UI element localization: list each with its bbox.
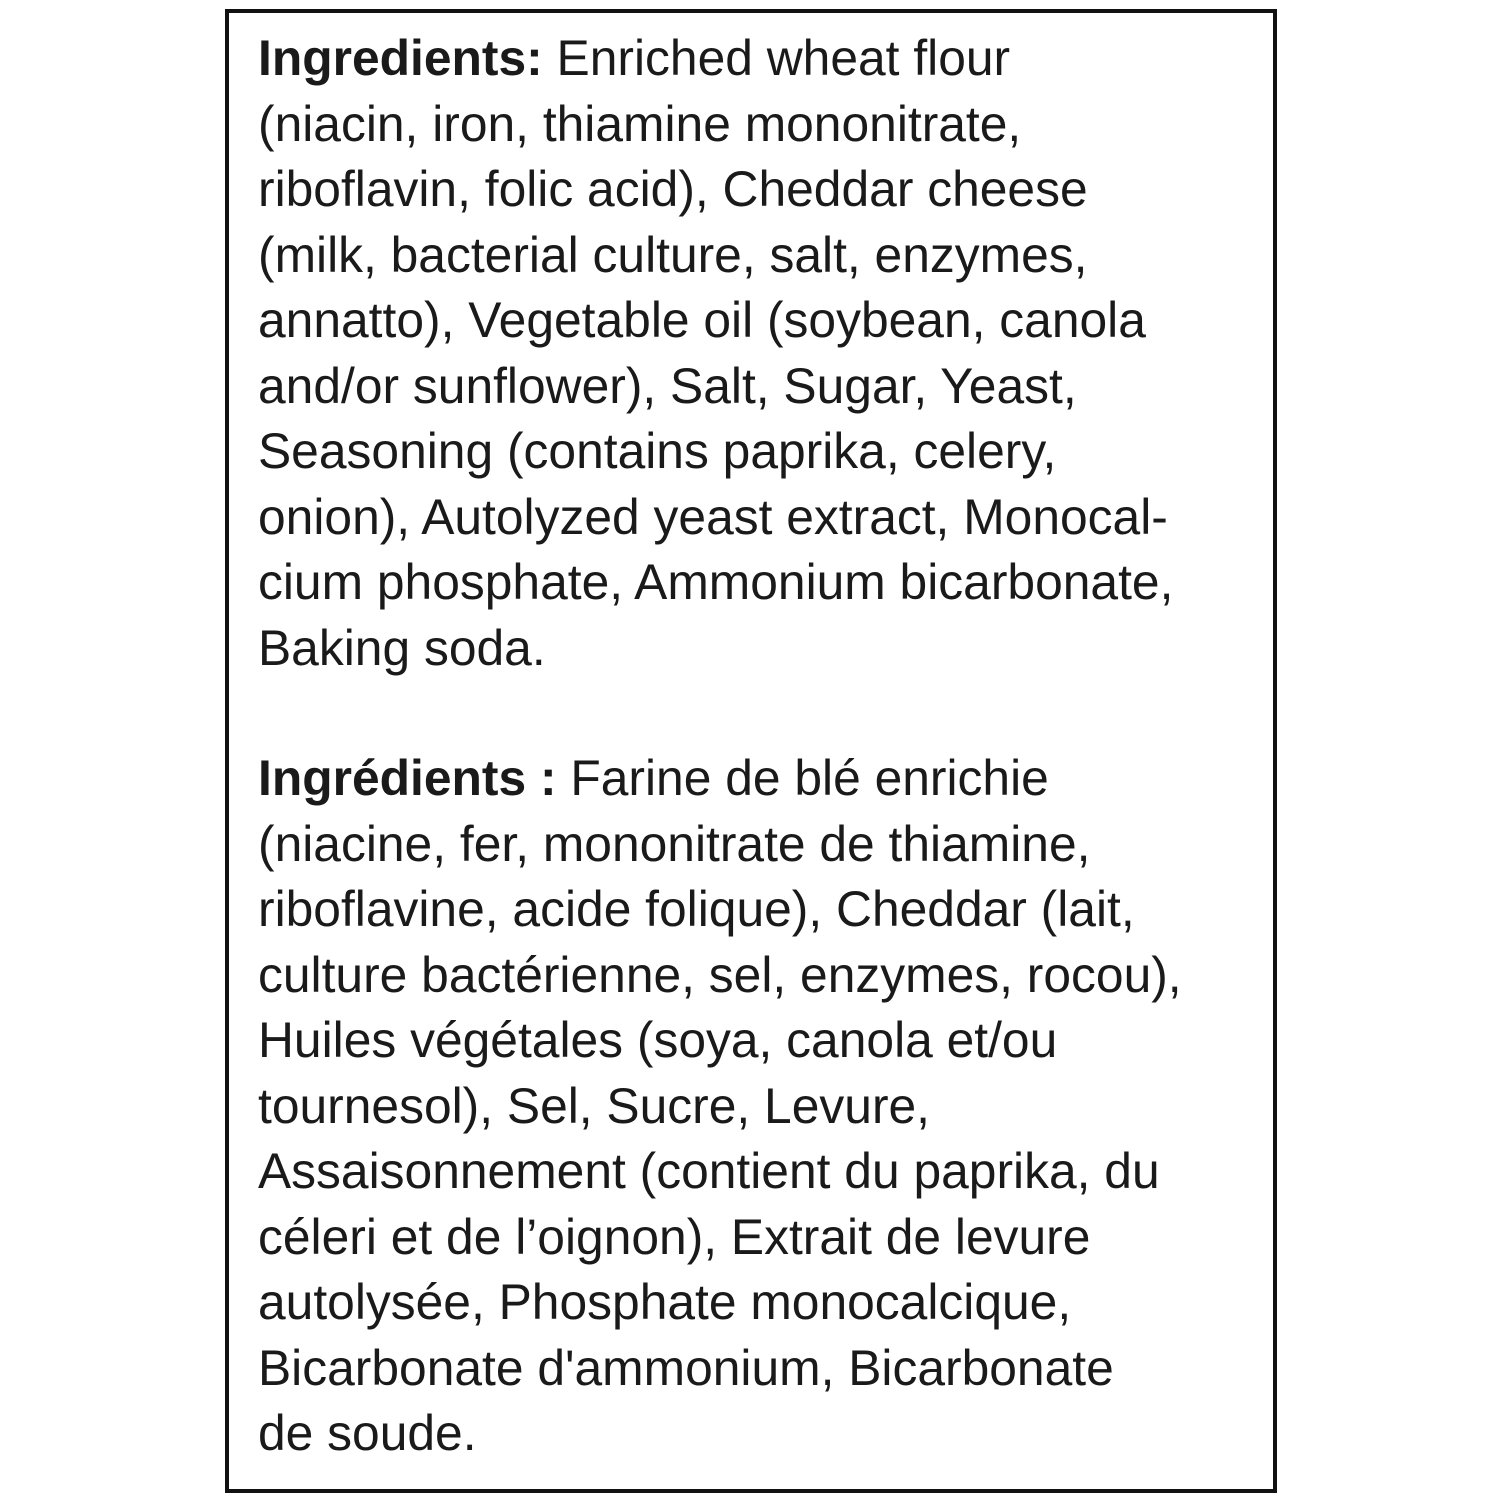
ingredients-french-line: autolysée, Phosphate monocalcique, [258,1274,1072,1330]
ingredients-english-line: onion), Autolyzed yeast extract, Monocal- [258,488,1168,545]
ingredients-english-line: riboflavin, folic acid), Cheddar cheese [258,161,1088,217]
ingredients-english-line: (milk, bacterial culture, salt, enzymes, [258,226,1088,283]
ingredients-english-line: cium phosphate, Ammonium bicarbonate, [258,554,1174,610]
ingredients-french-line: de soude. [258,1405,477,1461]
ingredients-french-line: Assaisonnement (contient du paprika, du [258,1143,1160,1199]
ingredients-french-first-text: Farine de blé enrichie [556,750,1049,806]
ingredients-french-line: Huiles végétales (soya, canola et/ou [258,1012,1058,1068]
ingredients-english-first-line [258,26,1263,92]
ingredients-french-line: Bicarbonate d'ammonium, Bicarbonate [258,1339,1114,1396]
ingredients-english-first-text: Enriched wheat flour [542,30,1011,86]
ingredients-english-line: (niacin, iron, thiamine mononitrate, [258,95,1022,152]
ingredients-french-heading: Ingrédients : [258,750,557,806]
ingredients-english-line: Baking soda. [258,619,546,676]
ingredients-french-line: (niacine, fer, mononitrate de thiamine, [258,815,1091,872]
ingredients-french [258,746,1268,1467]
ingredients-english-line: and/or sunflower), Salt, Sugar, Yeast, [258,357,1077,414]
ingredients-french-line: céleri et de l’oignon), Extrait de levure [258,1208,1091,1265]
ingredients-french-line: tournesol), Sel, Sucre, Levure, [258,1077,931,1134]
ingredients-french-line: riboflavine, acide folique), Cheddar (lait, [258,881,1135,937]
ingredients-french-line: culture bactérienne, sel, enzymes, rocou), [258,946,1182,1003]
ingredients-english-line: annatto), Vegetable oil (soybean, canola [258,292,1146,348]
ingredients-english-heading: Ingredients: [258,30,543,86]
ingredients-french-first-line [258,746,1263,812]
ingredients-english-line: Seasoning (contains paprika, celery, [258,423,1057,479]
ingredients-english [258,26,1268,681]
